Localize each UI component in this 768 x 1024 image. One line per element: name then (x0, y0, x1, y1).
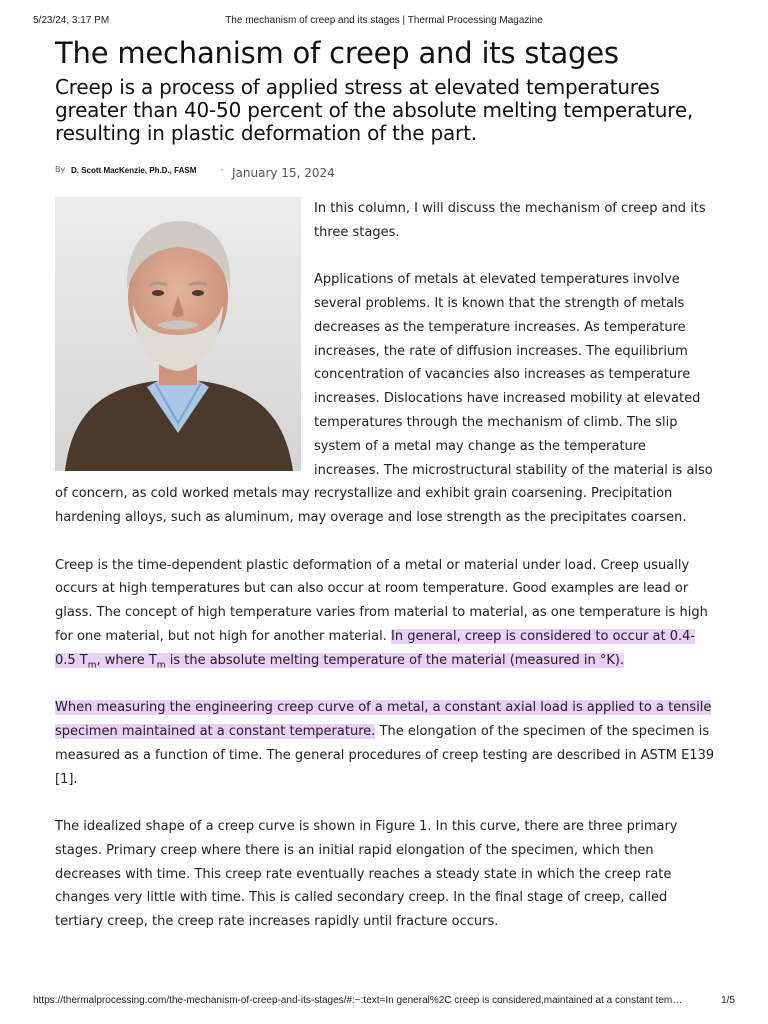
article-body (55, 197, 715, 934)
paragraph-creep-testing (55, 696, 715, 791)
article-title: The mechanism of creep and its stages (55, 36, 619, 70)
publish-date: January 15, 2024 (232, 166, 335, 180)
article (55, 34, 715, 957)
paragraph-intro: In this column, I will discuss the mechanism of creep and its three stages. (314, 201, 706, 240)
highlight-creep-measurement[interactable]: When measuring the engineering creep curve of a metal, a constant axial load is applied to a tensile specimen maintained at a constant temperature. (55, 700, 712, 739)
author-portrait-image (55, 197, 301, 471)
author-portrait (55, 197, 301, 471)
print-page-number: 1/5 (721, 995, 735, 1006)
subscript-m: m (87, 660, 97, 671)
paragraph-applications: Applications of metals at elevated temperatures involve several problems. It is known that the strength of metals decreases as the temperature increases. As temperature increases, the rate of diffusion increases. The equilibrium concentration of vacancies also increases as temperature increases. Dislocations have increased mobility at elevated temperatures through the mechanism of climb. The slip system of a metal may change as the temperature increases. The microstructural stability of the material is also of concern, as cold worked metals may recrystallize and exhibit grain coarsening. Precipitation hardening alloys, such as aluminum, may overage and lose strength as the precipitates coarsen. (55, 272, 713, 526)
creep-definition-text: Creep is the time-dependent plastic deformation of a metal or material under load. Creep usually occurs at high temperatures but can also occur at room temperature. Good examples are lead or glass. The concept of high temperature varies from material to material, as one temperature is high for one material, but not high for another material. (55, 557, 708, 644)
print-timestamp: 5/23/24, 3:17 PM (33, 15, 110, 26)
author-link[interactable]: D. Scott MacKenzie, Ph.D., FASM (71, 166, 197, 175)
highlight-text-c: is the absolute melting temperature of the material (measured in °K). (165, 652, 625, 668)
highlight-text-b: , where T (96, 652, 157, 668)
paragraph-creep-curve: The idealized shape of a creep curve is shown in Figure 1. In this curve, there are three primary stages. Primary creep where there is an initial rapid elongation of the specimen, which then decreases with time. This creep rate eventually reaches a steady state in which the creep rate changes very little with time. This is called secondary creep. In the final stage of creep, called tertiary creep, the creep rate increases rapidly until fracture occurs. (55, 818, 678, 930)
byline-separator: - (220, 165, 224, 175)
creep-testing-text: The elongation of the specimen of the specimen is measured as a function of time. The general procedures of creep testing are described in ASTM E139 [1]. (55, 723, 715, 787)
paragraph-creep-definition (55, 554, 715, 673)
article-subtitle: Creep is a process of applied stress at elevated temperatures greater than 40-50 percent of the absolute melting temperature, resulting in plastic deformation of the part. (55, 75, 694, 145)
byline (55, 165, 715, 185)
print-footer (33, 995, 735, 1011)
print-url[interactable]: https://thermalprocessing.com/the-mechanism-of-creep-and-its-stages/#:~:text=In general%2C creep is considered,maintained at a constant tem… (33, 995, 683, 1006)
byline-by: By (55, 165, 66, 174)
subscript-m: m (156, 660, 166, 671)
print-header (33, 15, 735, 31)
highlight-text-a: In general, creep is considered to occur at 0.4-0.5 T (55, 628, 696, 668)
print-page-title: The mechanism of creep and its stages | Thermal Processing Magazine (225, 15, 543, 26)
